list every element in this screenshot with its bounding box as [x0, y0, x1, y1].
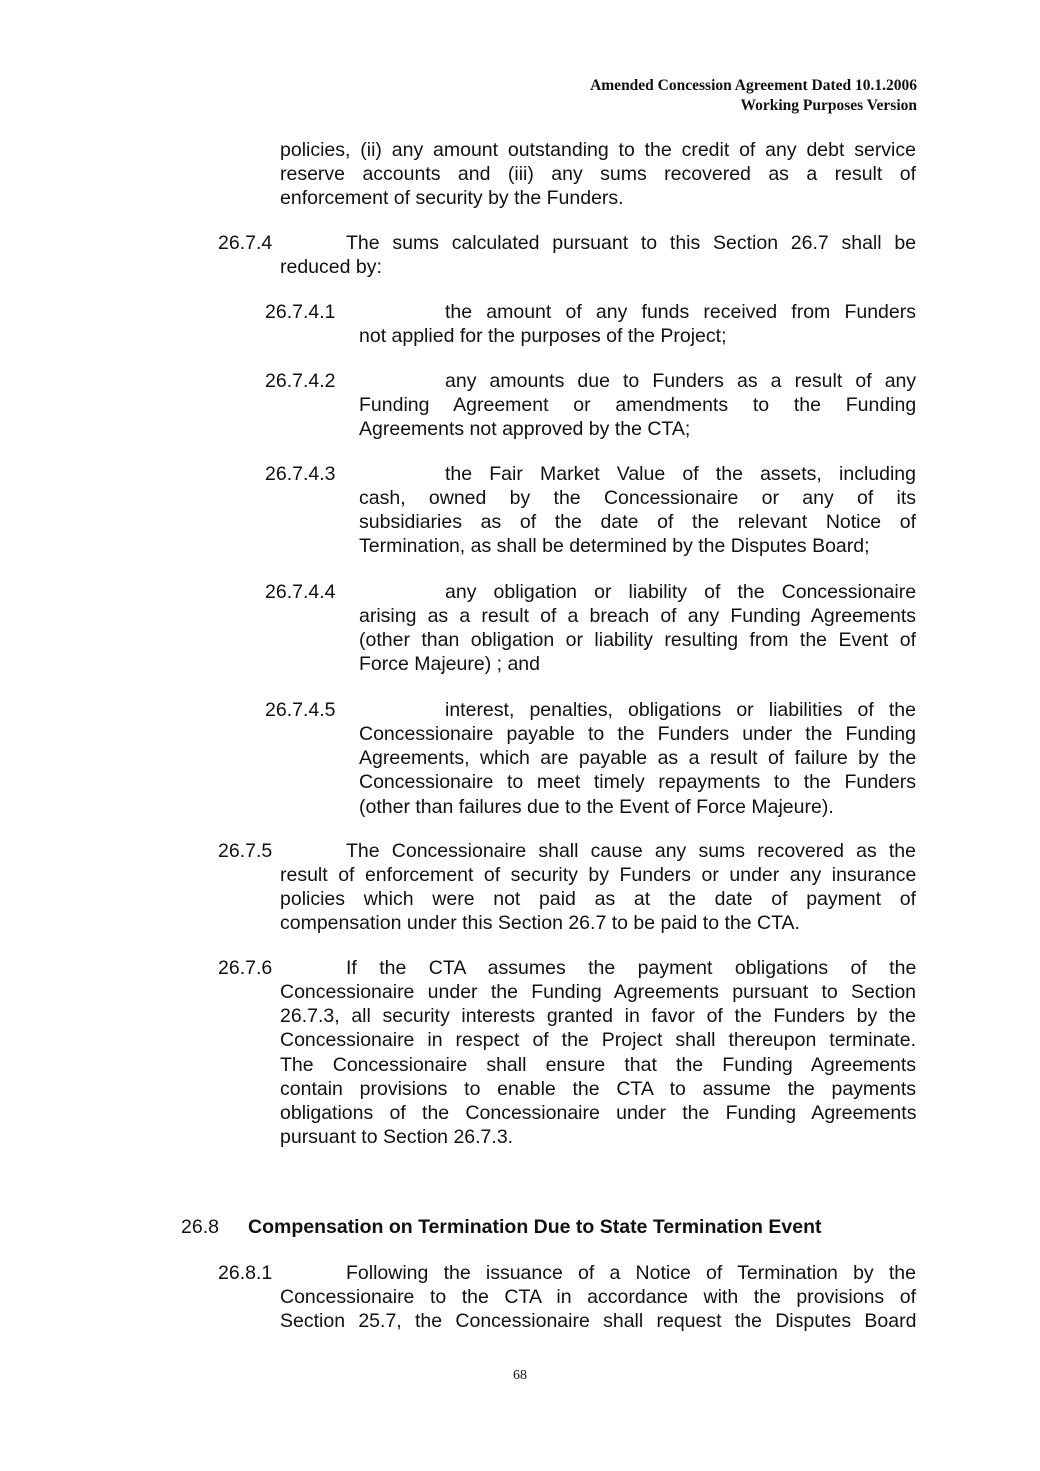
text-line: If the CTA assumes the payment obligations of the [346, 957, 917, 979]
text-line: The Concessionaire shall ensure that the Funding Agreements [280, 1053, 916, 1076]
text-line: Force Majeure) ; and [359, 653, 540, 676]
text-line: The Concessionaire shall cause any sums recovered as the [346, 840, 916, 862]
text-line: Concessionaire under the Funding Agreements pursuant to Section [280, 981, 917, 1003]
text-line: enforcement of security by the Funders. [280, 187, 624, 210]
text-line: Concessionaire in respect of the Project shall thereupon terminate. [280, 1029, 916, 1052]
text-line: Concessionaire to meet timely repayments to the Funders [359, 771, 916, 794]
text-line: compensation under this Section 26.7 to be paid to the CTA. [280, 912, 800, 935]
continuation-paragraph [280, 138, 916, 211]
section-heading: Compensation on Termination Due to State Termination Event [248, 1216, 822, 1238]
text-line: Agreements not approved by the CTA; [359, 418, 691, 441]
text-line: obligations of the Concessionaire under the Funding Agreements [280, 1102, 917, 1125]
clause-number: 26.7.4.4 [265, 581, 336, 603]
clause-26-7-4-3-first-line [445, 462, 916, 486]
text-line: Concessionaire payable to the Funders under the Funding [359, 723, 916, 745]
text-line: reduced by: [280, 256, 382, 278]
clause-26-8-1-body [280, 1285, 916, 1333]
clause-26-7-4-first-line [346, 231, 916, 255]
clause-26-7-5-first-line [346, 839, 916, 863]
text-line: any obligation or liability of the Concessionaire [445, 581, 917, 603]
text-line: Following the issuance of a Notice of Termination by the [346, 1262, 916, 1284]
text-line: pursuant to Section 26.7.3. [280, 1126, 514, 1149]
clause-number: 26.7.4 [218, 232, 273, 254]
text-line: Funding Agreement or amendments to the Funding [359, 394, 917, 416]
text-line: the amount of any funds received from Funders [445, 301, 916, 323]
page-number: 68 [513, 1368, 527, 1383]
text-line: (other than obligation or liability resulting from the Event of [359, 629, 916, 652]
clause-number: 26.7.4.2 [265, 370, 336, 392]
clause-number: 26.8.1 [218, 1262, 273, 1284]
text-line: policies which were not paid as at the date of payment of [280, 888, 916, 911]
header-version: Working Purposes Version [740, 97, 917, 114]
clause-26-7-4-2-first-line [445, 369, 916, 393]
clause-26-7-4-5-first-line [445, 698, 916, 722]
text-line: Termination, as shall be determined by the Disputes Board; [359, 535, 870, 558]
clause-26-7-4-2-body [359, 393, 916, 441]
clause-26-7-4-1-body [359, 324, 916, 348]
text-line: result of enforcement of security by Funders or under any insurance [280, 864, 917, 886]
text-line: 26.7.3, all security interests granted in favor of the Funders by the [280, 1005, 916, 1028]
clause-26-7-4-5-body [359, 722, 916, 819]
clause-26-7-4-4-body [359, 604, 916, 677]
clause-26-7-4-4-first-line [445, 580, 916, 604]
clause-number: 26.7.6 [218, 957, 273, 979]
clause-26-7-5-body [280, 863, 916, 936]
clause-26-7-4-3-body [359, 486, 916, 559]
clause-26-7-4-1-first-line [445, 300, 916, 324]
clause-26-7-6-body [280, 980, 916, 1149]
clause-number: 26.7.4.3 [265, 463, 336, 485]
text-line: cash, owned by the Concessionaire or any of its [359, 487, 917, 509]
text-line: interest, penalties, obligations or liabilities of the [445, 699, 916, 721]
text-line: reserve accounts and (iii) any sums recovered as a result of [280, 163, 916, 186]
text-line: policies, (ii) any amount outstanding to the credit of any debt service [280, 139, 916, 161]
clause-number: 26.7.4.5 [265, 699, 336, 721]
text-line: contain provisions to enable the CTA to assume the payments [280, 1077, 917, 1100]
text-line: (other than failures due to the Event of Force Majeure). [359, 795, 834, 818]
section-number: 26.8 [181, 1216, 219, 1238]
clause-number: 26.7.5 [218, 840, 273, 862]
text-line: subsidiaries as of the date of the relevant Notice of [359, 511, 916, 534]
text-line: any amounts due to Funders as a result of any [445, 370, 917, 392]
clause-26-7-4-body [280, 255, 916, 279]
text-line: Section 25.7, the Concessionaire shall request the Disputes Board [280, 1310, 917, 1333]
text-line: arising as a result of a breach of any Funding Agreements [359, 605, 916, 627]
clause-number: 26.7.4.1 [265, 301, 336, 323]
clause-26-7-6-first-line [346, 956, 916, 980]
text-line: not applied for the purposes of the Project; [359, 325, 727, 347]
clause-26-8-1-first-line [346, 1261, 916, 1285]
page-header [590, 76, 917, 116]
text-line: The sums calculated pursuant to this Section 26.7 shall be [346, 232, 917, 254]
header-title: Amended Concession Agreement Dated 10.1.2006 [590, 77, 917, 94]
text-line: the Fair Market Value of the assets, including [445, 463, 916, 485]
text-line: Agreements, which are payable as a result of failure by the [359, 747, 917, 770]
text-line: Concessionaire to the CTA in accordance with the provisions of [280, 1286, 916, 1308]
